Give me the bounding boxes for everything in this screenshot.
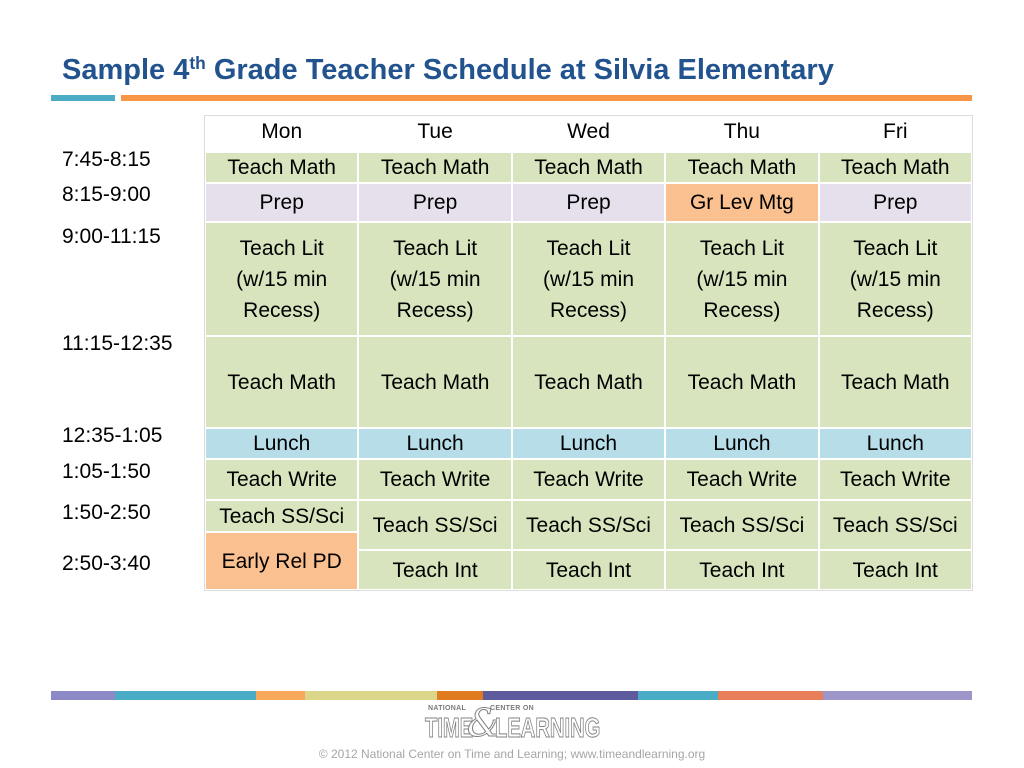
schedule-cell-fri: Teach Math xyxy=(819,152,972,183)
day-header-row xyxy=(205,114,972,150)
slide-title xyxy=(62,50,834,90)
schedule-cell-mon: Teach Write xyxy=(205,459,358,500)
schedule-cell-wed: Teach Write xyxy=(512,459,665,500)
time-label: 7:45-8:15 xyxy=(62,148,151,171)
color-bar-segment xyxy=(305,691,437,700)
title-rule xyxy=(121,95,972,101)
schedule-cell-tue: Teach Int xyxy=(358,550,511,590)
day-header: Mon xyxy=(261,120,303,143)
color-bar-segment xyxy=(718,691,823,700)
schedule-cell-wed: Teach Lit (w/15 min Recess) xyxy=(512,222,665,336)
day-header: Wed xyxy=(567,120,610,143)
organization-logo xyxy=(420,702,605,746)
schedule-cell-wed: Teach Math xyxy=(512,152,665,183)
time-label: 11:15-12:35 xyxy=(62,332,173,355)
schedule-cell-mon: Teach Math xyxy=(205,152,358,183)
schedule-cell-mon: Teach Lit (w/15 min Recess) xyxy=(205,222,358,336)
day-header: Thu xyxy=(723,120,760,143)
title-text-rest: Grade Teacher Schedule at Silvia Elementary xyxy=(205,54,834,86)
color-bar-segment xyxy=(437,691,483,700)
schedule-cell-tue: Prep xyxy=(358,183,511,222)
copyright-footer: © 2012 National Center on Time and Learning; www.timeandlearning.org xyxy=(318,747,706,761)
schedule-cell-thu: Teach Int xyxy=(665,550,818,590)
schedule-cell-mon: Teach Math xyxy=(205,336,358,428)
schedule-cell-thu: Teach Math xyxy=(665,336,818,428)
schedule-cell-mon: Teach SS/Sci xyxy=(205,500,358,532)
time-label: 12:35-1:05 xyxy=(62,424,163,447)
color-bar-segment xyxy=(483,691,638,700)
schedule-cell-tue: Teach Math xyxy=(358,152,511,183)
schedule-cell-mon: Prep xyxy=(205,183,358,222)
color-bar-segment xyxy=(638,691,718,700)
title-rule-accent xyxy=(51,95,115,101)
color-bar-segment xyxy=(256,691,305,700)
schedule-cell-fri: Teach Lit (w/15 min Recess) xyxy=(819,222,972,336)
color-bar-segment xyxy=(115,691,256,700)
schedule-cell-wed: Lunch xyxy=(512,428,665,459)
schedule-cell-wed: Teach Int xyxy=(512,550,665,590)
schedule-cell-thu: Teach Lit (w/15 min Recess) xyxy=(665,222,818,336)
schedule-cell-tue: Teach Lit (w/15 min Recess) xyxy=(358,222,511,336)
schedule-cell-fri: Teach Math xyxy=(819,336,972,428)
schedule-cell-fri: Prep xyxy=(819,183,972,222)
title-text: Sample 4 xyxy=(62,54,190,86)
schedule-cell-wed: Prep xyxy=(512,183,665,222)
schedule-cell-mon: Lunch xyxy=(205,428,358,459)
color-bar-segment xyxy=(51,691,115,700)
day-header: Tue xyxy=(417,120,453,143)
logo-text-center-on: CENTER ON xyxy=(490,705,534,712)
title-superscript: th xyxy=(189,52,206,73)
schedule-cell-tue: Teach Math xyxy=(358,336,511,428)
logo-text-national: NATIONAL xyxy=(428,705,467,712)
logo-word-learning: LEARNING xyxy=(495,712,601,743)
schedule-cell-fri: Teach Write xyxy=(819,459,972,500)
color-bar-segment xyxy=(823,691,972,700)
time-label: 1:05-1:50 xyxy=(62,460,151,483)
schedule-cell-tue: Lunch xyxy=(358,428,511,459)
schedule-cell-thu: Gr Lev Mtg xyxy=(665,183,818,222)
logo-ampersand: & xyxy=(467,701,501,745)
day-header: Fri xyxy=(883,120,908,143)
schedule-cell-mon: Early Rel PD xyxy=(205,532,358,590)
footer-color-bar xyxy=(51,691,972,700)
schedule-cell-wed: Teach SS/Sci xyxy=(512,500,665,550)
time-label: 8:15-9:00 xyxy=(62,183,151,206)
schedule-cell-thu: Lunch xyxy=(665,428,818,459)
time-label: 1:50-2:50 xyxy=(62,501,151,524)
schedule-table xyxy=(205,152,972,590)
schedule-cell-fri: Teach SS/Sci xyxy=(819,500,972,550)
schedule-cell-wed: Teach Math xyxy=(512,336,665,428)
schedule-cell-fri: Teach Int xyxy=(819,550,972,590)
schedule-cell-tue: Teach Write xyxy=(358,459,511,500)
schedule-cell-thu: Teach Math xyxy=(665,152,818,183)
schedule-cell-fri: Lunch xyxy=(819,428,972,459)
logo-word-time: TIME xyxy=(425,712,474,743)
time-label: 9:00-11:15 xyxy=(62,225,161,248)
time-label: 2:50-3:40 xyxy=(62,552,151,575)
schedule-cell-thu: Teach SS/Sci xyxy=(665,500,818,550)
schedule-cell-tue: Teach SS/Sci xyxy=(358,500,511,550)
schedule-cell-thu: Teach Write xyxy=(665,459,818,500)
